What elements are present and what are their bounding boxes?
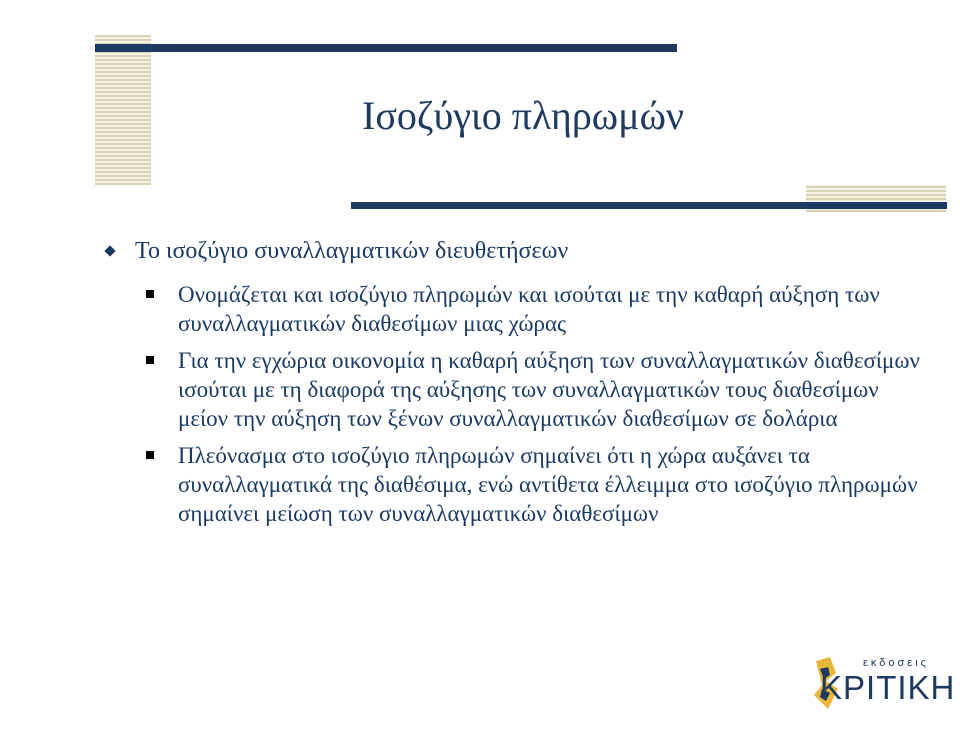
- decorative-title-underline-bar: [351, 202, 947, 209]
- square-bullet-icon: [146, 290, 154, 298]
- square-bullet-icon: [146, 451, 154, 459]
- slide-content: [104, 236, 934, 536]
- sub-bullet-text: Για την εγχώρια οικονομία η καθαρή αύξηση των συναλλαγματικών διαθεσίμων ισούται με τη διαφορά της αύξησης των συναλλαγματικών τους διαθεσίμων μείον την αύξηση των ξένων συναλλαγματικών διαθεσίμων σε δολάρια: [178, 348, 920, 431]
- diamond-bullet-icon: [104, 245, 115, 256]
- main-bullet-text: Το ισοζύγιο συναλλαγματικών διευθετήσεων: [135, 238, 569, 264]
- slide-title: Ισοζύγιο πληρωμών: [362, 93, 684, 138]
- decorative-hatch-block-vertical: [95, 35, 151, 185]
- sub-bullet-3: [104, 441, 934, 528]
- publisher-logo: [808, 655, 956, 711]
- logo-main-text: ΚΡΙΤΙΚΗ: [820, 669, 956, 706]
- sub-bullet-1: [104, 280, 934, 338]
- sub-bullet-text: Πλεόνασμα στο ισοζύγιο πληρωμών σημαίνει ότι η χώρα αυξάνει τα συναλλαγματικά της διαθέσιμα, ενώ αντίθετα έλλειμμα στο ισοζύγιο πληρωμών σημαίνει μείωση των συναλλαγματικών διαθεσίμων: [178, 443, 918, 526]
- decorative-top-bar: [95, 44, 677, 52]
- logo-small-text: εκδοσεις: [863, 657, 929, 669]
- sub-bullet-2: [104, 346, 934, 433]
- sub-bullet-text: Ονομάζεται και ισοζύγιο πληρωμών και ισούται με την καθαρή αύξηση των συναλλαγματικών διαθεσίμων μιας χώρας: [178, 282, 880, 336]
- square-bullet-icon: [146, 356, 154, 364]
- main-bullet: [104, 236, 934, 266]
